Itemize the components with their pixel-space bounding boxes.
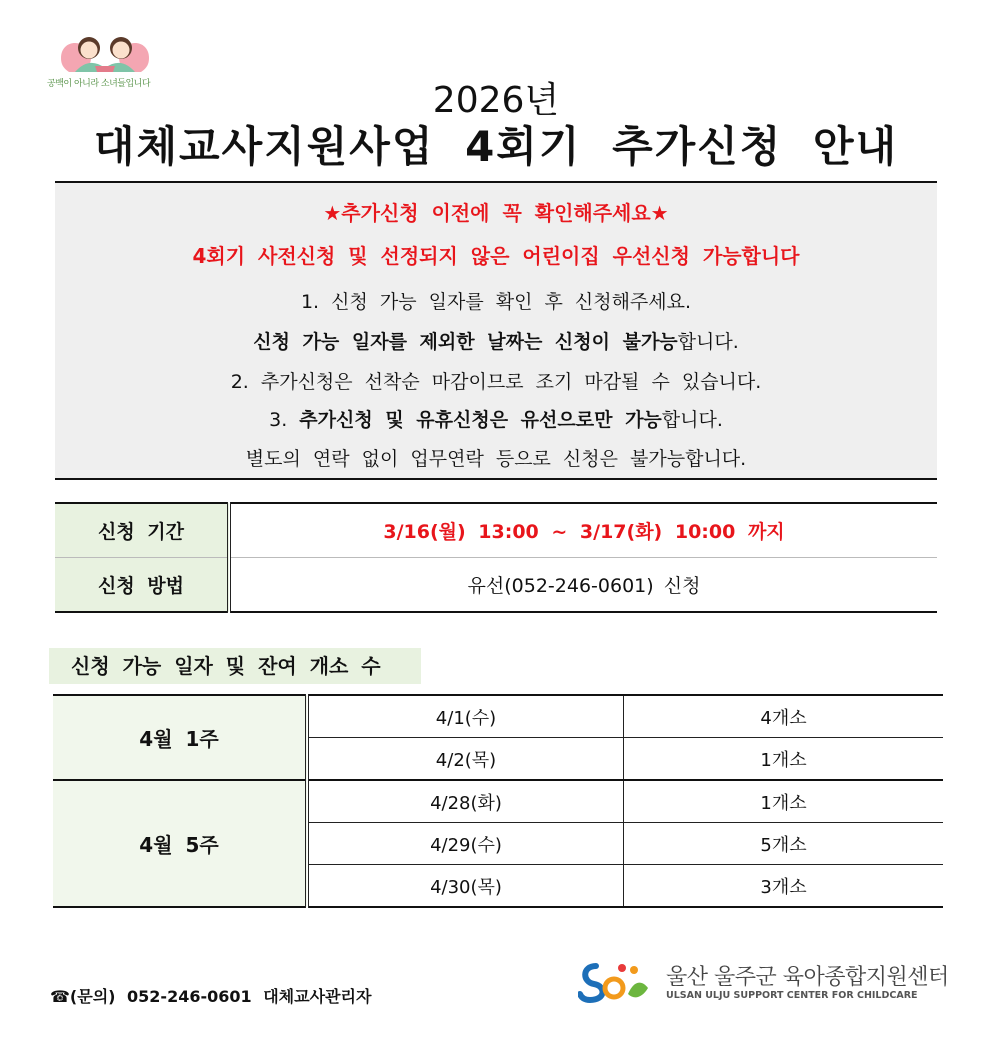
notice-item-2: 2. 추가신청은 선착순 마감이므로 조기 마감될 수 있습니다. [230,371,762,393]
count-cell: 1개소 [624,780,944,823]
period-label: 신청 기간 [55,503,229,558]
week-label: 4월 1주 [53,695,307,780]
period-row [55,503,937,558]
week-label: 4월 5주 [53,780,307,907]
contact-info: ☎(문의) 052-246-0601 대체교사관리자 [50,987,372,1006]
method-row [55,558,937,613]
count-cell: 1개소 [624,738,944,781]
page-title: 대체교사지원사업 4회기 추가신청 안내 [93,122,899,171]
date-cell: 4/28(화) [307,780,624,823]
date-cell: 4/30(목) [307,865,624,908]
notice-item-1-tail: 합니다. [677,331,739,353]
date-cell: 4/29(수) [307,823,624,865]
count-cell: 5개소 [624,823,944,865]
method-value: 유선(052-246-0601) 신청 [229,558,937,613]
application-info-table [55,502,937,613]
org-logo [578,958,949,1008]
title-year: 2026년 [432,80,560,121]
schedule-table [53,694,943,908]
notice-box [55,181,937,480]
notice-priority: 4회기 사전신청 및 선정되지 않은 어린이집 우선신청 가능합니다 [192,244,800,268]
schedule-heading: 신청 가능 일자 및 잔여 개소 수 [49,648,421,684]
date-cell: 4/2(목) [307,738,624,781]
notice-item-1-detail [55,327,937,354]
mascot-icon [55,28,155,78]
count-cell: 4개소 [624,695,944,738]
org-name-english: ULSAN ULJU SUPPORT CENTER FOR CHILDCARE [666,990,918,1001]
method-label: 신청 방법 [55,558,229,613]
table-row [53,780,943,823]
notice-item-3-extra: 별도의 연락 없이 업무연락 등으로 신청은 불가능합니다. [245,448,747,470]
org-emblem-icon [578,958,658,1006]
notice-item-1-bold: 신청 가능 일자를 제외한 날짜는 신청이 불가능 [253,331,678,353]
date-cell: 4/1(수) [307,695,624,738]
logo-slogan: 공백이 아니라 소녀들입니다 [47,79,151,89]
notice-item-3-tail: 합니다. [661,409,723,431]
table-row [53,695,943,738]
notice-item-1: 1. 신청 가능 일자를 확인 후 신청해주세요. [300,291,692,313]
period-value: 3/16(월) 13:00 ~ 3/17(화) 10:00 까지 [229,503,937,558]
notice-item-3-bold: 추가신청 및 유휴신청은 유선으로만 가능 [299,409,662,431]
notice-item-3 [55,405,937,432]
notice-item-3-num: 3. [269,409,288,431]
count-cell: 3개소 [624,865,944,908]
org-name: 울산 울주군 육아종합지원센터 [666,965,949,990]
notice-warning: ★추가신청 이전에 꼭 확인해주세요★ [323,201,669,225]
